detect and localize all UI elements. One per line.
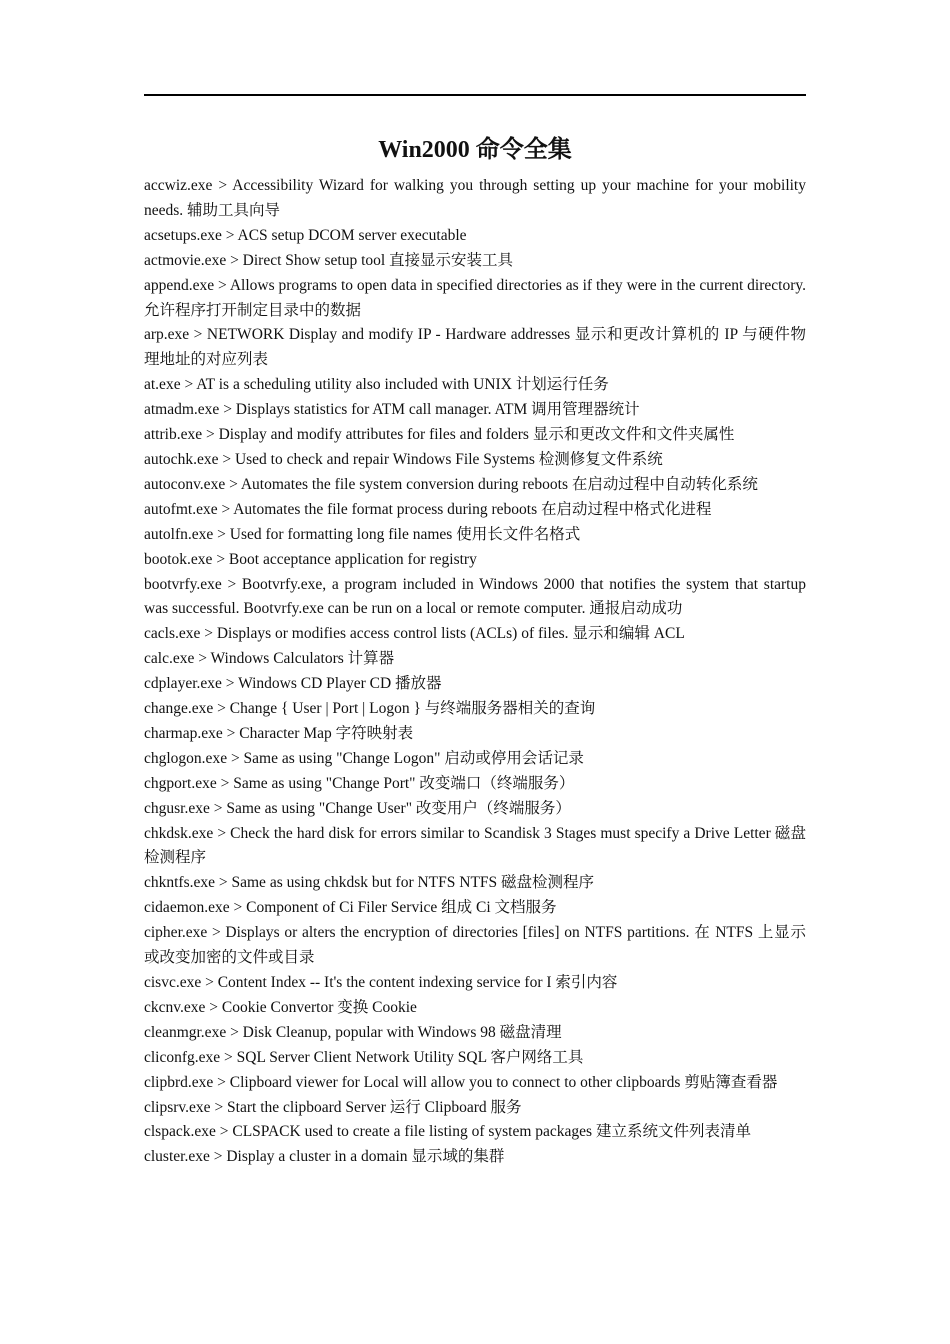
list-item: cleanmgr.exe > Disk Cleanup, popular with Windows 98 磁盘清理	[144, 1023, 562, 1041]
header-rule	[144, 94, 806, 96]
list-item: attrib.exe > Display and modify attributes for files and folders 显示和更改文件和文件夹属性	[144, 426, 735, 444]
list-item: arp.exe > NETWORK Display and modify IP - Hardware addresses 显示和更改计算机的 IP 与硬件物理地址的对应列表	[144, 326, 806, 369]
list-item: chglogon.exe > Same as using "Change Logon" 启动或停用会话记录	[144, 749, 584, 767]
list-item: actmovie.exe > Direct Show setup tool 直接显示安装工具	[144, 251, 514, 269]
list-item: cluster.exe > Display a cluster in a domain 显示域的集群	[144, 1148, 505, 1166]
list-item: clipbrd.exe > Clipboard viewer for Local will allow you to connect to other clipboards 剪贴簿查看器	[144, 1073, 778, 1091]
list-item: bootok.exe > Boot acceptance application for registry	[144, 550, 477, 568]
list-item: chkdsk.exe > Check the hard disk for errors similar to Scandisk 3 Stages must specify a Drive Letter 磁盘检测程序	[144, 824, 806, 867]
list-item: ckcnv.exe > Cookie Convertor 变换 Cookie	[144, 998, 417, 1016]
list-item: bootvrfy.exe > Bootvrfy.exe, a program included in Windows 2000 that notifies the system that startup was successful. Bootvrfy.exe can be run on a local or remote computer. 通报启动成功	[144, 575, 806, 618]
list-item: cdplayer.exe > Windows CD Player CD 播放器	[144, 675, 442, 693]
list-item: change.exe > Change { User | Port | Logon } 与终端服务器相关的查询	[144, 700, 596, 718]
list-item: autolfn.exe > Used for formatting long file names 使用长文件名格式	[144, 525, 581, 543]
list-item: append.exe > Allows programs to open data in specified directories as if they were in the current directory. 允许程序打开制定目录中的数据	[144, 276, 806, 319]
list-item: chkntfs.exe > Same as using chkdsk but for NTFS NTFS 磁盘检测程序	[144, 874, 595, 892]
list-item: chgusr.exe > Same as using "Change User" 改变用户（终端服务）	[144, 799, 571, 817]
list-item: autochk.exe > Used to check and repair Windows File Systems 检测修复文件系统	[144, 450, 663, 468]
list-item: cisvc.exe > Content Index -- It's the content indexing service for I 索引内容	[144, 974, 618, 991]
list-item: charmap.exe > Character Map 字符映射表	[144, 724, 414, 742]
list-item: cliconfg.exe > SQL Server Client Network Utility SQL 客户网络工具	[144, 1048, 584, 1066]
list-item: atmadm.exe > Displays statistics for ATM call manager. ATM 调用管理器统计	[144, 401, 640, 419]
list-item: cacls.exe > Displays or modifies access control lists (ACLs) of files. 显示和编辑 ACL	[144, 625, 685, 643]
command-list	[144, 174, 806, 1170]
list-item: autoconv.exe > Automates the file system conversion during reboots 在启动过程中自动转化系统	[144, 475, 758, 493]
list-item: autofmt.exe > Automates the file format process during reboots 在启动过程中格式化进程	[144, 500, 712, 518]
list-item: clspack.exe > CLSPACK used to create a file listing of system packages 建立系统文件列表清单	[144, 1123, 751, 1141]
list-item: calc.exe > Windows Calculators 计算器	[144, 650, 395, 668]
list-item: cidaemon.exe > Component of Ci Filer Service 组成 Ci 文档服务	[144, 899, 557, 917]
list-item: acsetups.exe > ACS setup DCOM server executable	[144, 226, 467, 244]
list-item: accwiz.exe > Accessibility Wizard for walking you through setting up your machine for your mobility needs. 辅助工具向导	[144, 177, 806, 219]
list-item: cipher.exe > Displays or alters the encryption of directories [files] on NTFS partitions. 在 NTFS 上显示或改变加密的文件或目录	[144, 924, 806, 967]
document-title: Win2000 命令全集	[378, 137, 572, 163]
list-item: chgport.exe > Same as using "Change Port" 改变端口（终端服务）	[144, 774, 575, 792]
list-item: at.exe > AT is a scheduling utility also included with UNIX 计划运行任务	[144, 376, 609, 394]
list-item: clipsrv.exe > Start the clipboard Server 运行 Clipboard 服务	[144, 1098, 522, 1116]
